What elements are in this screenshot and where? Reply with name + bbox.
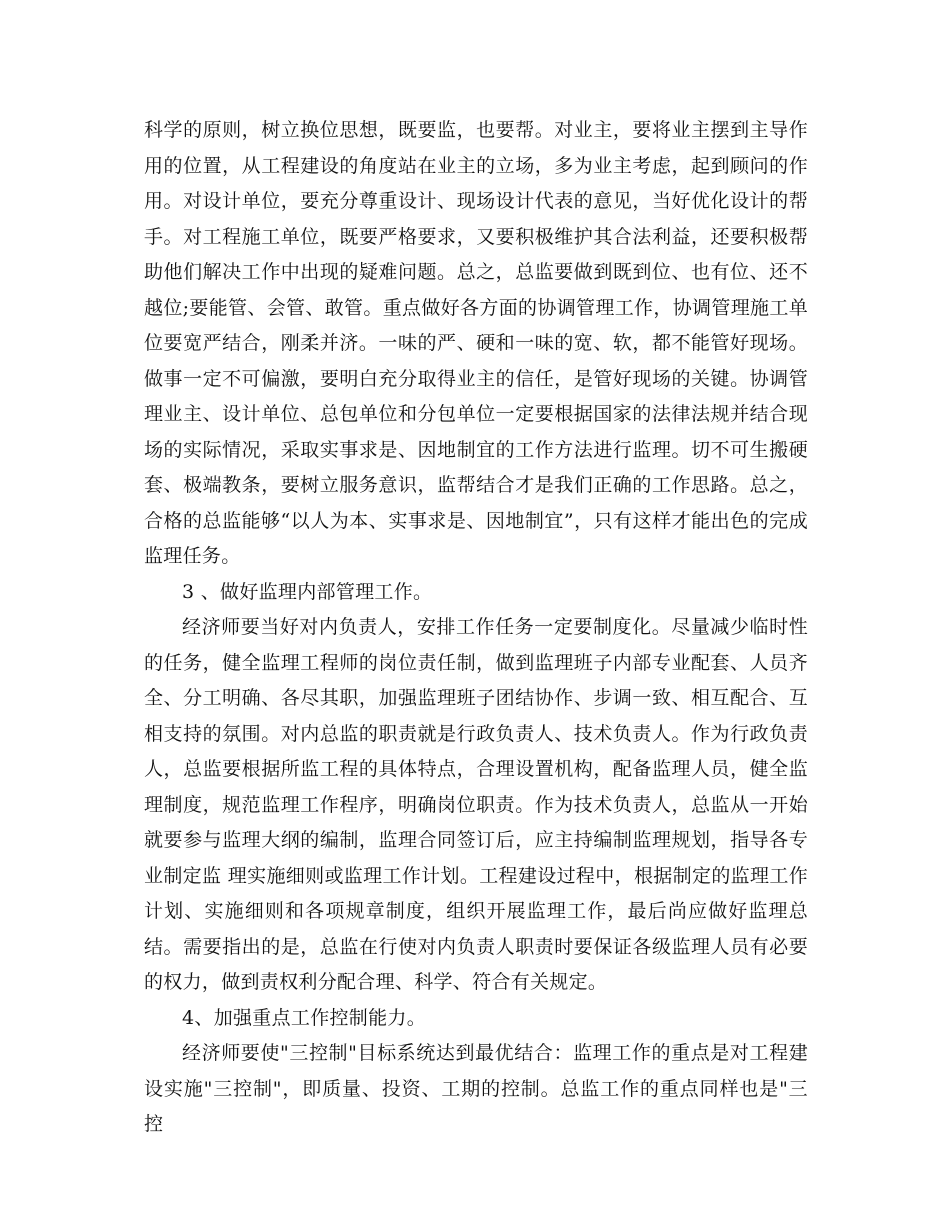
paragraph-three-controls: 经济师要使"三控制"目标系统达到最优结合：监理工作的重点是对工程建设实施"三控制"，即质量、投资、工期的控制。总监工作的重点同样也是"三控 xyxy=(144,1042,808,1135)
section-heading-3: 3 、做好监理内部管理工作。 xyxy=(182,580,433,603)
paragraph-continuation: 科学的原则，树立换位思想，既要监，也要帮。对业主，要将业主摆到主导作用的位置，从工程建设的角度站在业主的立场，多为业主考虑，起到顾问的作用。对设计单位，要充分尊重设计、现场设计代表的意见，当好优化设计的帮手。对工程施工单位，既要严格要求，又要积极维护其合法利益，还要积极帮助他们解决工作中出现的疑难问题。总之，总监要做到既到位、也有位、还不越位;要能管、会管、敢管。重点做好各方面的协调管理工作，协调管理施工单位要宽严结合，刚柔并济。一味的严、硬和一味的宽、软，都不能管好现场。做事一定不可偏激，要明白充分取得业主的信任，是管好现场的关键。协调管理业主、设计单位、总包单位和分包单位一定要根据国家的法律法规并结合现场的实际情况，采取实事求是、因地制宜的工作方法进行监理。切不可生搬硬套、极端教条，要树立服务意识，监帮结合才是我们正确的工作思路。总之，合格的总监能够“以人为本、实事求是、因地制宜”，只有这样才能出色的完成监理任务。 xyxy=(144,119,808,567)
paragraph-internal-management: 经济师要当好对内负责人，安排工作任务一定要制度化。尽量减少临时性的任务，健全监理工程师的岗位责任制，做到监理班子内部专业配套、人员齐全、分工明确、各尽其职，加强监理班子团结协作、步调一致、相互配合、互相支持的氛围。对内总监的职责就是行政负责人、技术负责人。作为行政负责人，总监要根据所监工程的具体特点，合理设置机构，配备监理人员，健全监 理制度，规范监理工作程序，明确岗位职责。作为技术负责人，总监从一开始就要参与监理大纲的编制，监理合同签订后，应主持编制监理规划，指导各专业制定监 理实施细则或监理工作计划。工程建设过程中，根据制定的监理工作计划、实施细则和各项规章制度，组织开展监理工作，最后尚应做好监理总结。需要指出的是，总监在行使对内负责人职责时要保证各级监理人员有必要的权力，做到责权利分配合理、科学、符合有关规定。 xyxy=(144,616,808,993)
section-heading-4: 4、加强重点工作控制能力。 xyxy=(182,1006,426,1029)
document-body xyxy=(144,113,808,1143)
